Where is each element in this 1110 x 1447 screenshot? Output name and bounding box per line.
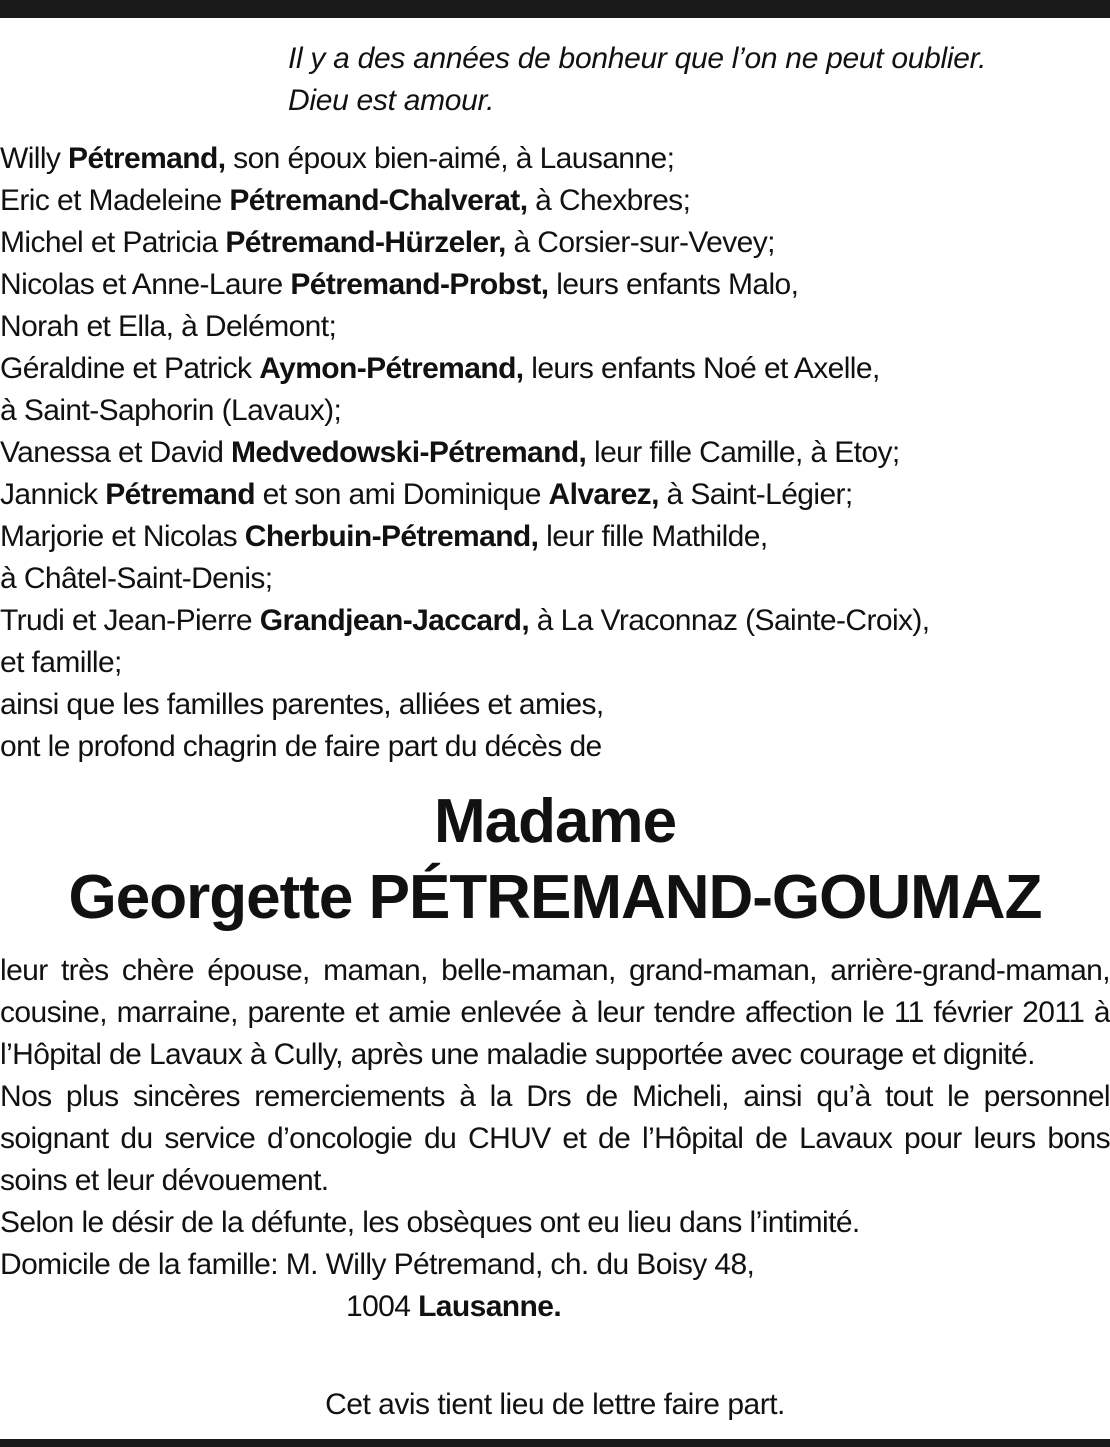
family-line: Jannick Pétremand et son ami Dominique Alvarez, à Saint-Légier;	[0, 478, 853, 511]
family-line: à Saint-Saphorin (Lavaux);	[0, 394, 342, 427]
announcement-body	[0, 950, 1110, 1328]
family-line: Trudi et Jean-Pierre Grandjean-Jaccard, à La Vraconnaz (Sainte-Croix),	[0, 604, 930, 637]
family-line: et famille;	[0, 646, 122, 679]
deceased-title: Madame	[433, 787, 677, 856]
family-line: Eric et Madeleine Pétremand-Chalverat, à Chexbres;	[0, 184, 691, 217]
family-list	[0, 138, 1110, 768]
closing-note: Cet avis tient lieu de lettre faire part.	[325, 1388, 785, 1421]
epigraph-line-2: Dieu est amour.	[288, 84, 495, 117]
deceased-name: Georgette PÉTREMAND-GOUMAZ	[68, 863, 1042, 932]
epigraph-quote	[288, 38, 986, 122]
deceased-name-block	[0, 784, 1110, 936]
family-line: Willy Pétremand, son époux bien-aimé, à Lausanne;	[0, 142, 675, 175]
family-address-city: 1004 Lausanne.	[346, 1290, 562, 1323]
family-address: Domicile de la famille: M. Willy Pétremand, ch. du Boisy 48,	[0, 1248, 755, 1281]
top-rule	[0, 0, 1110, 18]
family-line: Michel et Patricia Pétremand-Hürzeler, à Corsier-sur-Vevey;	[0, 226, 775, 259]
bottom-rule	[0, 1439, 1110, 1447]
family-line: à Châtel-Saint-Denis;	[0, 562, 273, 595]
family-line: Marjorie et Nicolas Cherbuin-Pétremand, leur fille Mathilde,	[0, 520, 768, 553]
family-line: Norah et Ella, à Delémont;	[0, 310, 337, 343]
family-line: Nicolas et Anne-Laure Pétremand-Probst, leurs enfants Malo,	[0, 268, 799, 301]
epigraph-line-1: Il y a des années de bonheur que l’on ne peut oublier.	[288, 42, 987, 75]
family-line: ont le profond chagrin de faire part du décès de	[0, 730, 602, 763]
family-line: Géraldine et Patrick Aymon-Pétremand, leurs enfants Noé et Axelle,	[0, 352, 880, 385]
body-paragraph-thanks: Nos plus sincères remerciements à la Drs de Micheli, ainsi qu’à tout le personnel soignant du service d’oncologie du CHUV et de l’Hôpital de Lavaux pour leurs bons soins et leur dévouement.	[0, 1080, 1110, 1197]
body-paragraph-tribute: leur très chère épouse, maman, belle-maman, grand-maman, arrière-grand-maman, cousine, marraine, parente et amie enlevée à leur tendre affection le 11 février 2011 à l’Hôpital de Lavaux à Cully, après une maladie supportée avec courage et dignité.	[0, 954, 1110, 1071]
body-paragraph-funeral: Selon le désir de la défunte, les obsèques ont eu lieu dans l’intimité.	[0, 1206, 860, 1239]
family-line: ainsi que les familles parentes, alliées et amies,	[0, 688, 604, 721]
family-line: Vanessa et David Medvedowski-Pétremand, leur fille Camille, à Etoy;	[0, 436, 900, 469]
